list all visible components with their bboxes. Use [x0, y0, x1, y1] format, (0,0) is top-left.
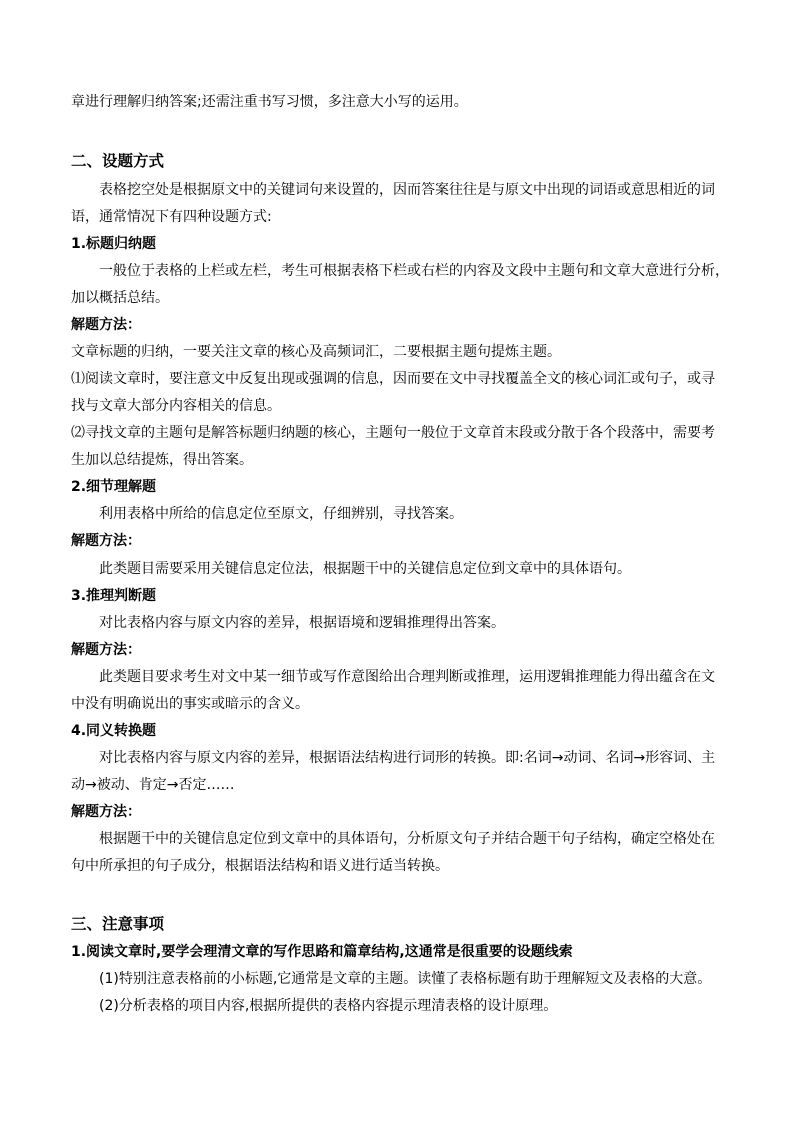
paragraph-line: 找与文章大部分内容相关的信息。	[71, 398, 281, 414]
paragraph-line: 动→被动、肯定→否定……	[71, 777, 235, 793]
method-label: 解题方法：	[71, 642, 141, 658]
subheading-title-induction: 1.标题归纳题	[71, 236, 157, 252]
paragraph-line: ⑵寻找文章的主题句是解答标题归纳题的核心，主题句一般位于文章首末段或分散于各个段落中，需要考	[71, 425, 715, 441]
paragraph-line: 句中所承担的句子成分，根据语法结构和语义进行适当转换。	[71, 858, 449, 874]
paragraph-line: 文章标题的归纳，一要关注文章的核心及高频词汇，二要根据主题句提炼主题。	[71, 344, 561, 360]
paragraph-line: 生加以总结提炼，得出答案。	[71, 452, 253, 468]
subheading-synonym: 4.同义转换题	[71, 723, 157, 739]
subheading-notes-1: 1.阅读文章时,要学会理清文章的写作思路和篇章结构,这通常是很重要的设题线索	[71, 944, 573, 960]
section3-heading: 三、注意事项	[71, 915, 165, 933]
subheading-detail: 2.细节理解题	[71, 479, 157, 495]
paragraph-line: (2)分析表格的项目内容,根据所提供的表格内容提示理清表格的设计原理。	[99, 998, 558, 1014]
paragraph-line: 一般位于表格的上栏或左栏，考生可根据表格下栏或右栏的内容及文段中主题句和文章大意进行分析，	[99, 263, 729, 279]
paragraph-line: 中没有明确说出的事实或暗示的含义。	[71, 696, 309, 712]
paragraph-line: 此类题目需要采用关键信息定位法，根据题干中的关键信息定位到文章中的具体语句。	[99, 561, 631, 577]
method-label: 解题方法：	[71, 533, 141, 549]
paragraph-line: 对比表格内容与原文内容的差异，根据语法结构进行词形的转换。即:名词→动词、名词→形容词、主	[99, 750, 716, 766]
paragraph-line: 加以概括总结。	[71, 290, 169, 306]
paragraph-line: 此类题目要求考生对文中某一细节或写作意图给出合理判断或推理，运用逻辑推理能力得出蕴含在文	[99, 669, 715, 685]
paragraph-line: 语，通常情况下有四种设题方式:	[71, 209, 272, 225]
paragraph-line: ⑴阅读文章时，要注意文中反复出现或强调的信息，因而要在文中寻找覆盖全文的核心词汇或句子，或寻	[71, 371, 715, 387]
paragraph-line: 对比表格内容与原文内容的差异，根据语境和逻辑推理得出答案。	[99, 615, 505, 631]
subheading-inference: 3.推理判断题	[71, 588, 157, 604]
method-label: 解题方法：	[71, 317, 141, 333]
paragraph-line: 利用表格中所给的信息定位至原文，仔细辨别，寻找答案。	[99, 506, 463, 522]
method-label: 解题方法：	[71, 804, 141, 820]
intro-tail: 章进行理解归纳答案;还需注重书写习惯，多注意大小写的运用。	[71, 94, 468, 110]
paragraph-line: 表格挖空处是根据原文中的关键词句来设置的，因而答案往往是与原文中出现的词语或意思相近的词	[99, 182, 715, 198]
paragraph-line: (1)特别注意表格前的小标题,它通常是文章的主题。读懂了表格标题有助于理解短文及表格的大意。	[99, 971, 712, 987]
section2-heading: 二、设题方式	[71, 152, 165, 170]
paragraph-line: 根据题干中的关键信息定位到文章中的具体语句，分析原文句子并结合题干句子结构，确定空格处在	[99, 831, 715, 847]
